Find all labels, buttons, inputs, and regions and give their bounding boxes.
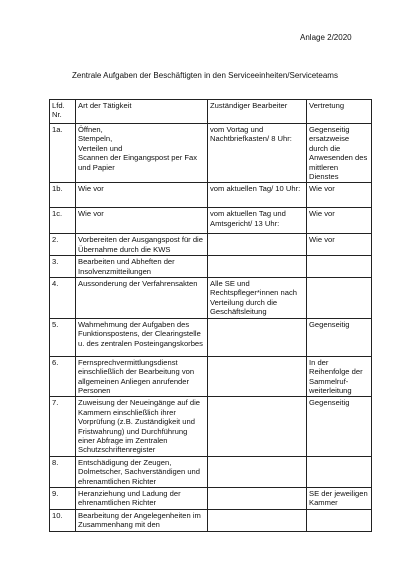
table-row: [50, 234, 372, 256]
cell-nr: 2.: [50, 234, 76, 256]
cell-staff: Alle SE und Rechtspfleger*innen nach Verteilung durch die Geschäftsleitung: [208, 278, 307, 319]
cell-task: Bearbeiten und Abheften der Insolvenzmitteilungen: [76, 256, 208, 278]
cell-staff: [208, 256, 307, 278]
cell-task: Heranziehung und Ladung der ehrenamtlichen Richter: [76, 487, 208, 509]
header-staff: Zuständiger Bearbeiter: [208, 100, 307, 124]
table-row: [50, 208, 372, 234]
tasks-table: [49, 99, 372, 532]
cell-nr: 7.: [50, 397, 76, 456]
cell-nr: 6.: [50, 356, 76, 397]
cell-deputy: [307, 509, 372, 531]
cell-nr: 5.: [50, 318, 76, 356]
cell-nr: 4.: [50, 278, 76, 319]
cell-task: Zuweisung der Neueingänge auf die Kammern einschließlich ihrer Vorprüfung (z.B. Zuständigkeit und Fristwahrung) und Durchführung einer Abfrage im Zentralen Schutzschriftenregister: [76, 397, 208, 456]
cell-nr: 1c.: [50, 208, 76, 234]
cell-task: Bearbeitung der Angelegenheiten im Zusammenhang mit den: [76, 509, 208, 531]
cell-nr: 9.: [50, 487, 76, 509]
cell-deputy: [307, 278, 372, 319]
cell-nr: 8.: [50, 456, 76, 487]
cell-staff: [208, 356, 307, 397]
document-heading: Zentrale Aufgaben der Beschäftigten in den Serviceeinheiten/Serviceteams: [72, 71, 338, 80]
header-nr: Lfd. Nr.: [50, 100, 76, 124]
cell-deputy: Gegenseitig: [307, 318, 372, 356]
cell-task: Fernsprechvermittlungsdienst einschließlich der Bearbeitung von allgemeinen Anliegen anrufender Personen: [76, 356, 208, 397]
table-row: [50, 124, 372, 183]
cell-staff: vom aktuellen Tag und Amtsgericht/ 13 Uhr:: [208, 208, 307, 234]
cell-task: Wie vor: [76, 208, 208, 234]
cell-deputy: [307, 256, 372, 278]
cell-deputy: Wie vor: [307, 208, 372, 234]
cell-staff: vom aktuellen Tag/ 10 Uhr:: [208, 183, 307, 208]
cell-task: Öffnen, Stempeln, Verteilen und Scannen der Eingangspost per Fax und Papier: [76, 124, 208, 183]
cell-staff: [208, 509, 307, 531]
cell-task: Wahrnehmung der Aufgaben des Funktionspostens, der Clearingstelle u. des zentralen Posteingangskorbes: [76, 318, 208, 356]
table-row: [50, 397, 372, 456]
cell-staff: [208, 318, 307, 356]
cell-staff: [208, 487, 307, 509]
table-row: [50, 356, 372, 397]
cell-deputy: In der Reihenfolge der Sammelruf-weiterleitung: [307, 356, 372, 397]
header-deputy: Vertretung: [307, 100, 372, 124]
cell-nr: 1b.: [50, 183, 76, 208]
annex-label: Anlage 2/2020: [300, 33, 352, 42]
table-row: [50, 278, 372, 319]
cell-staff: [208, 234, 307, 256]
cell-nr: 1a.: [50, 124, 76, 183]
table-row: [50, 487, 372, 509]
cell-deputy: SE der jeweiligen Kammer: [307, 487, 372, 509]
cell-staff: [208, 397, 307, 456]
table-row: [50, 318, 372, 356]
cell-staff: [208, 456, 307, 487]
table-header-row: [50, 100, 372, 124]
cell-deputy: Gegenseitig ersatzweise durch die Anwesenden des mittleren Dienstes: [307, 124, 372, 183]
cell-task: Entschädigung der Zeugen, Dolmetscher, Sachverständigen und ehrenamtlichen Richter: [76, 456, 208, 487]
cell-task: Vorbereiten der Ausgangspost für die Übernahme durch die KWS: [76, 234, 208, 256]
cell-deputy: Gegenseitig: [307, 397, 372, 456]
table-row: [50, 509, 372, 531]
cell-nr: 3.: [50, 256, 76, 278]
cell-deputy: Wie vor: [307, 234, 372, 256]
cell-task: Wie vor: [76, 183, 208, 208]
cell-nr: 10.: [50, 509, 76, 531]
cell-deputy: Wie vor: [307, 183, 372, 208]
cell-staff: vom Vortag und Nachtbriefkasten/ 8 Uhr:: [208, 124, 307, 183]
table-row: [50, 456, 372, 487]
table-row: [50, 183, 372, 208]
header-task: Art der Tätigkeit: [76, 100, 208, 124]
cell-deputy: [307, 456, 372, 487]
table-row: [50, 256, 372, 278]
cell-task: Aussonderung der Verfahrensakten: [76, 278, 208, 319]
